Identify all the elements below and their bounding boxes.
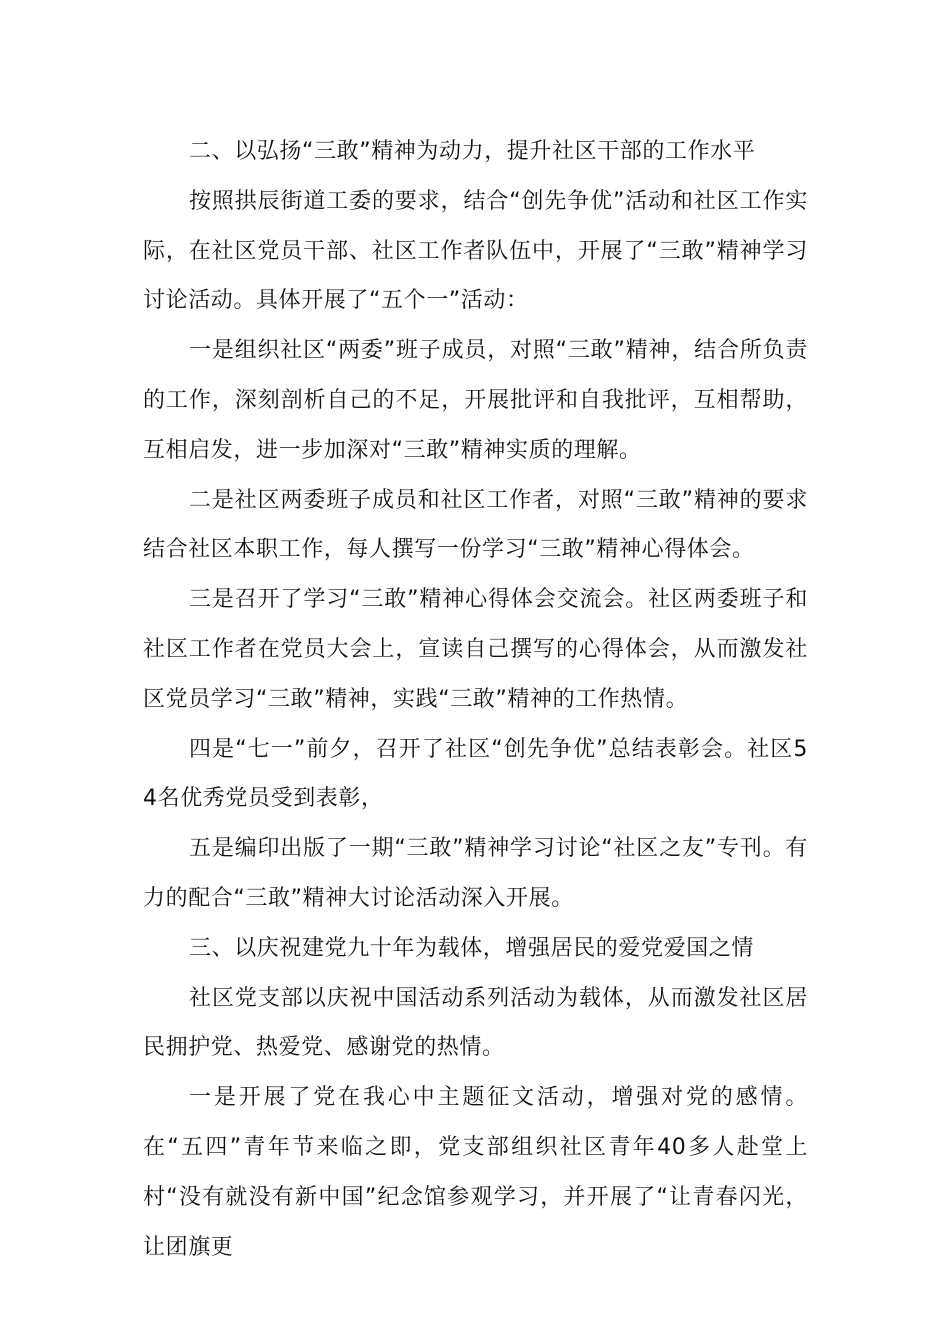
section-heading-2: 二、以弘扬“三敢”精神为动力，提升社区干部的工作水平 xyxy=(189,139,756,164)
body-paragraph: 一是开展了党在我心中主题征文活动，增强对党的感情。在“五四”青年节来临之即，党支部组织社区青年40多人赴堂上村“没有就没有新中国”纪念馆参观学习，并开展了“让青春闪光，让团旗更 xyxy=(143,1085,808,1260)
body-paragraph: 三是召开了学习“三敢”精神心得体会交流会。社区两委班子和社区工作者在党员大会上，宣读自己撰写的心得体会，从而激发社区党员学习“三敢”精神，实践“三敢”精神的工作热情。 xyxy=(143,587,808,712)
body-paragraph: 二是社区两委班子成员和社区工作者，对照“三敢”精神的要求结合社区本职工作，每人撰写一份学习“三敢”精神心得体会。 xyxy=(143,487,808,563)
body-paragraph: 一是组织社区“两委”班子成员，对照“三敢”精神，结合所负责的工作，深刻剖析自己的不足，开展批评和自我批评，互相帮助，互相启发，进一步加深对“三敢”精神实质的理解。 xyxy=(143,338,808,463)
body-paragraph: 按照拱辰街道工委的要求，结合“创先争优”活动和社区工作实际，在社区党员干部、社区工作者队伍中，开展了“三敢”精神学习讨论活动。具体开展了“五个一”活动： xyxy=(143,188,808,314)
body-paragraph: 五是编印出版了一期“三敢”精神学习讨论“社区之友”专刊。有力的配合“三敢”精神大讨论活动深入开展。 xyxy=(143,836,808,911)
document-body xyxy=(143,127,808,1272)
body-paragraph: 四是“七一”前夕，召开了社区“创先争优”总结表彰会。社区54名优秀党员受到表彰， xyxy=(143,736,808,812)
section-heading-3: 三、以庆祝建党九十年为载体，增强居民的爱党爱国之情 xyxy=(189,935,755,961)
body-paragraph: 社区党支部以庆祝中国活动系列活动为载体，从而激发社区居民拥护党、热爱党、感谢党的热情。 xyxy=(143,985,808,1061)
